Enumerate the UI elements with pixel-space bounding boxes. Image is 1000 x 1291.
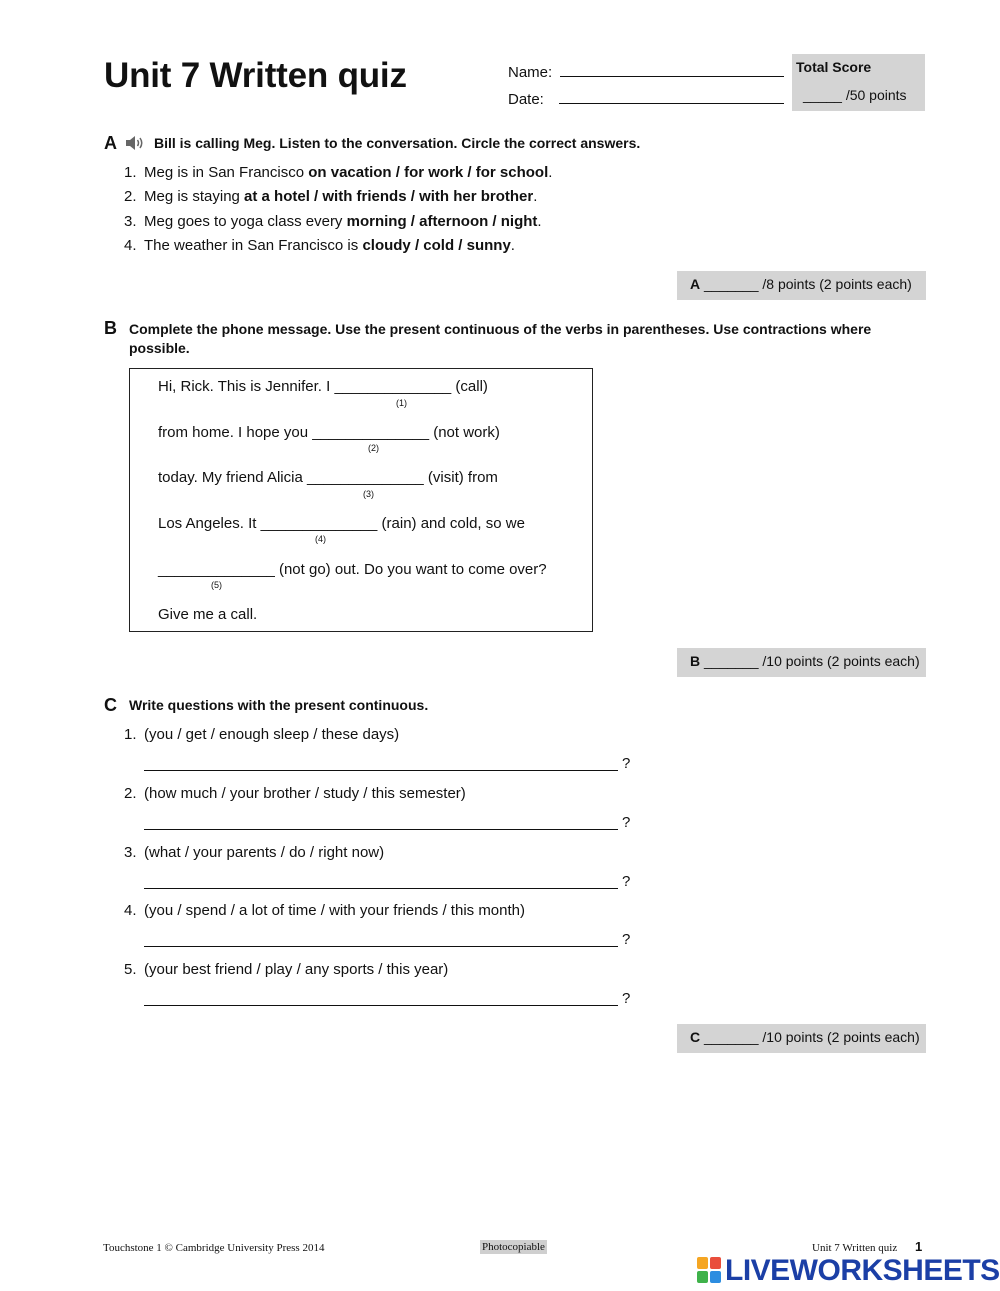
question-mark: ? [622,814,631,831]
page-label: Unit 7 Written quiz [812,1242,898,1254]
name-input-line[interactable] [560,63,784,77]
section-c-letter: C [104,695,117,715]
section-a-instruction: Bill is calling Meg. Listen to the conversation. Circle the correct answers. [154,135,641,151]
blank-number: (4) [315,534,326,544]
speaker-icon[interactable] [124,134,146,152]
list-item: 1. Meg is in San Francisco on vacation / for work / for school. [124,164,553,181]
name-label: Name: [508,64,553,81]
answer-line[interactable] [144,1005,618,1006]
answer-line[interactable] [144,770,618,771]
message-line[interactable]: today. My friend Alicia ______________ (visit) from [158,469,498,486]
copyright-text: Touchstone 1 © Cambridge University Press 2014 [103,1242,325,1254]
message-line: Give me a call. [158,606,258,623]
date-input-line[interactable] [559,90,784,104]
list-item: 3. Meg goes to yoga class every morning / afternoon / night. [124,213,542,230]
message-line[interactable]: from home. I hope you ______________ (not work) [158,424,500,441]
total-score-box [792,54,925,111]
total-score-label: Total Score [796,59,872,75]
blank-number: (3) [363,489,374,499]
section-c-instruction: Write questions with the present continuous. [129,697,429,713]
name-field [508,63,784,81]
section-b-instruction: Complete the phone message. Use the present continuous of the verbs in parentheses. Use contractions where possible. [129,321,872,356]
answer-options[interactable]: on vacation / for work / for school [308,164,549,181]
question-mark: ? [622,873,631,890]
photocopiable-label: Photocopiable [482,1241,545,1253]
list-item: 4. The weather in San Francisco is cloudy / cold / sunny. [124,237,515,254]
question-mark: ? [622,990,631,1007]
question-prompt: 5. (your best friend / play / any sports / this year) [124,961,449,978]
section-b-letter: B [104,318,117,338]
section-c-score: C _______ /10 points (2 points each) [677,1024,926,1053]
message-line[interactable]: Los Angeles. It ______________ (rain) and cold, so we [158,515,525,532]
answer-line[interactable] [144,888,618,889]
blank-number: (1) [396,398,407,408]
answer-options[interactable]: at a hotel / with friends / with her brother [244,188,534,205]
blank-number: (5) [211,580,222,590]
list-item: 2. Meg is staying at a hotel / with friends / with her brother. [124,188,538,205]
message-line[interactable]: ______________ (not go) out. Do you want to come over? [158,561,547,578]
page-title: Unit 7 Written quiz [104,56,407,95]
date-field [508,90,784,108]
question-prompt: 2. (how much / your brother / study / this semester) [124,785,466,802]
answer-options[interactable]: morning / afternoon / night [346,213,538,230]
section-b-score: B _______ /10 points (2 points each) [677,648,926,677]
liveworksheets-logo-icon [697,1257,721,1283]
question-prompt: 1. (you / get / enough sleep / these days) [124,726,400,743]
question-prompt: 3. (what / your parents / do / right now) [124,844,385,861]
message-line[interactable]: Hi, Rick. This is Jennifer. I ______________ (call) [158,378,488,395]
answer-options[interactable]: cloudy / cold / sunny [362,237,511,254]
liveworksheets-brand[interactable]: LIVEWORKSHEETS [725,1254,1000,1287]
phone-message-box [129,368,593,632]
date-label: Date: [508,91,544,108]
answer-line[interactable] [144,946,618,947]
question-mark: ? [622,931,631,948]
question-mark: ? [622,755,631,772]
answer-line[interactable] [144,829,618,830]
section-a-score: A _______ /8 points (2 points each) [677,271,926,300]
page-number: 1 [915,1239,923,1254]
total-score-value: _____ /50 points [803,87,907,103]
section-a-letter: A [104,133,117,153]
question-prompt: 4. (you / spend / a lot of time / with your friends / this month) [124,902,525,919]
blank-number: (2) [368,443,379,453]
